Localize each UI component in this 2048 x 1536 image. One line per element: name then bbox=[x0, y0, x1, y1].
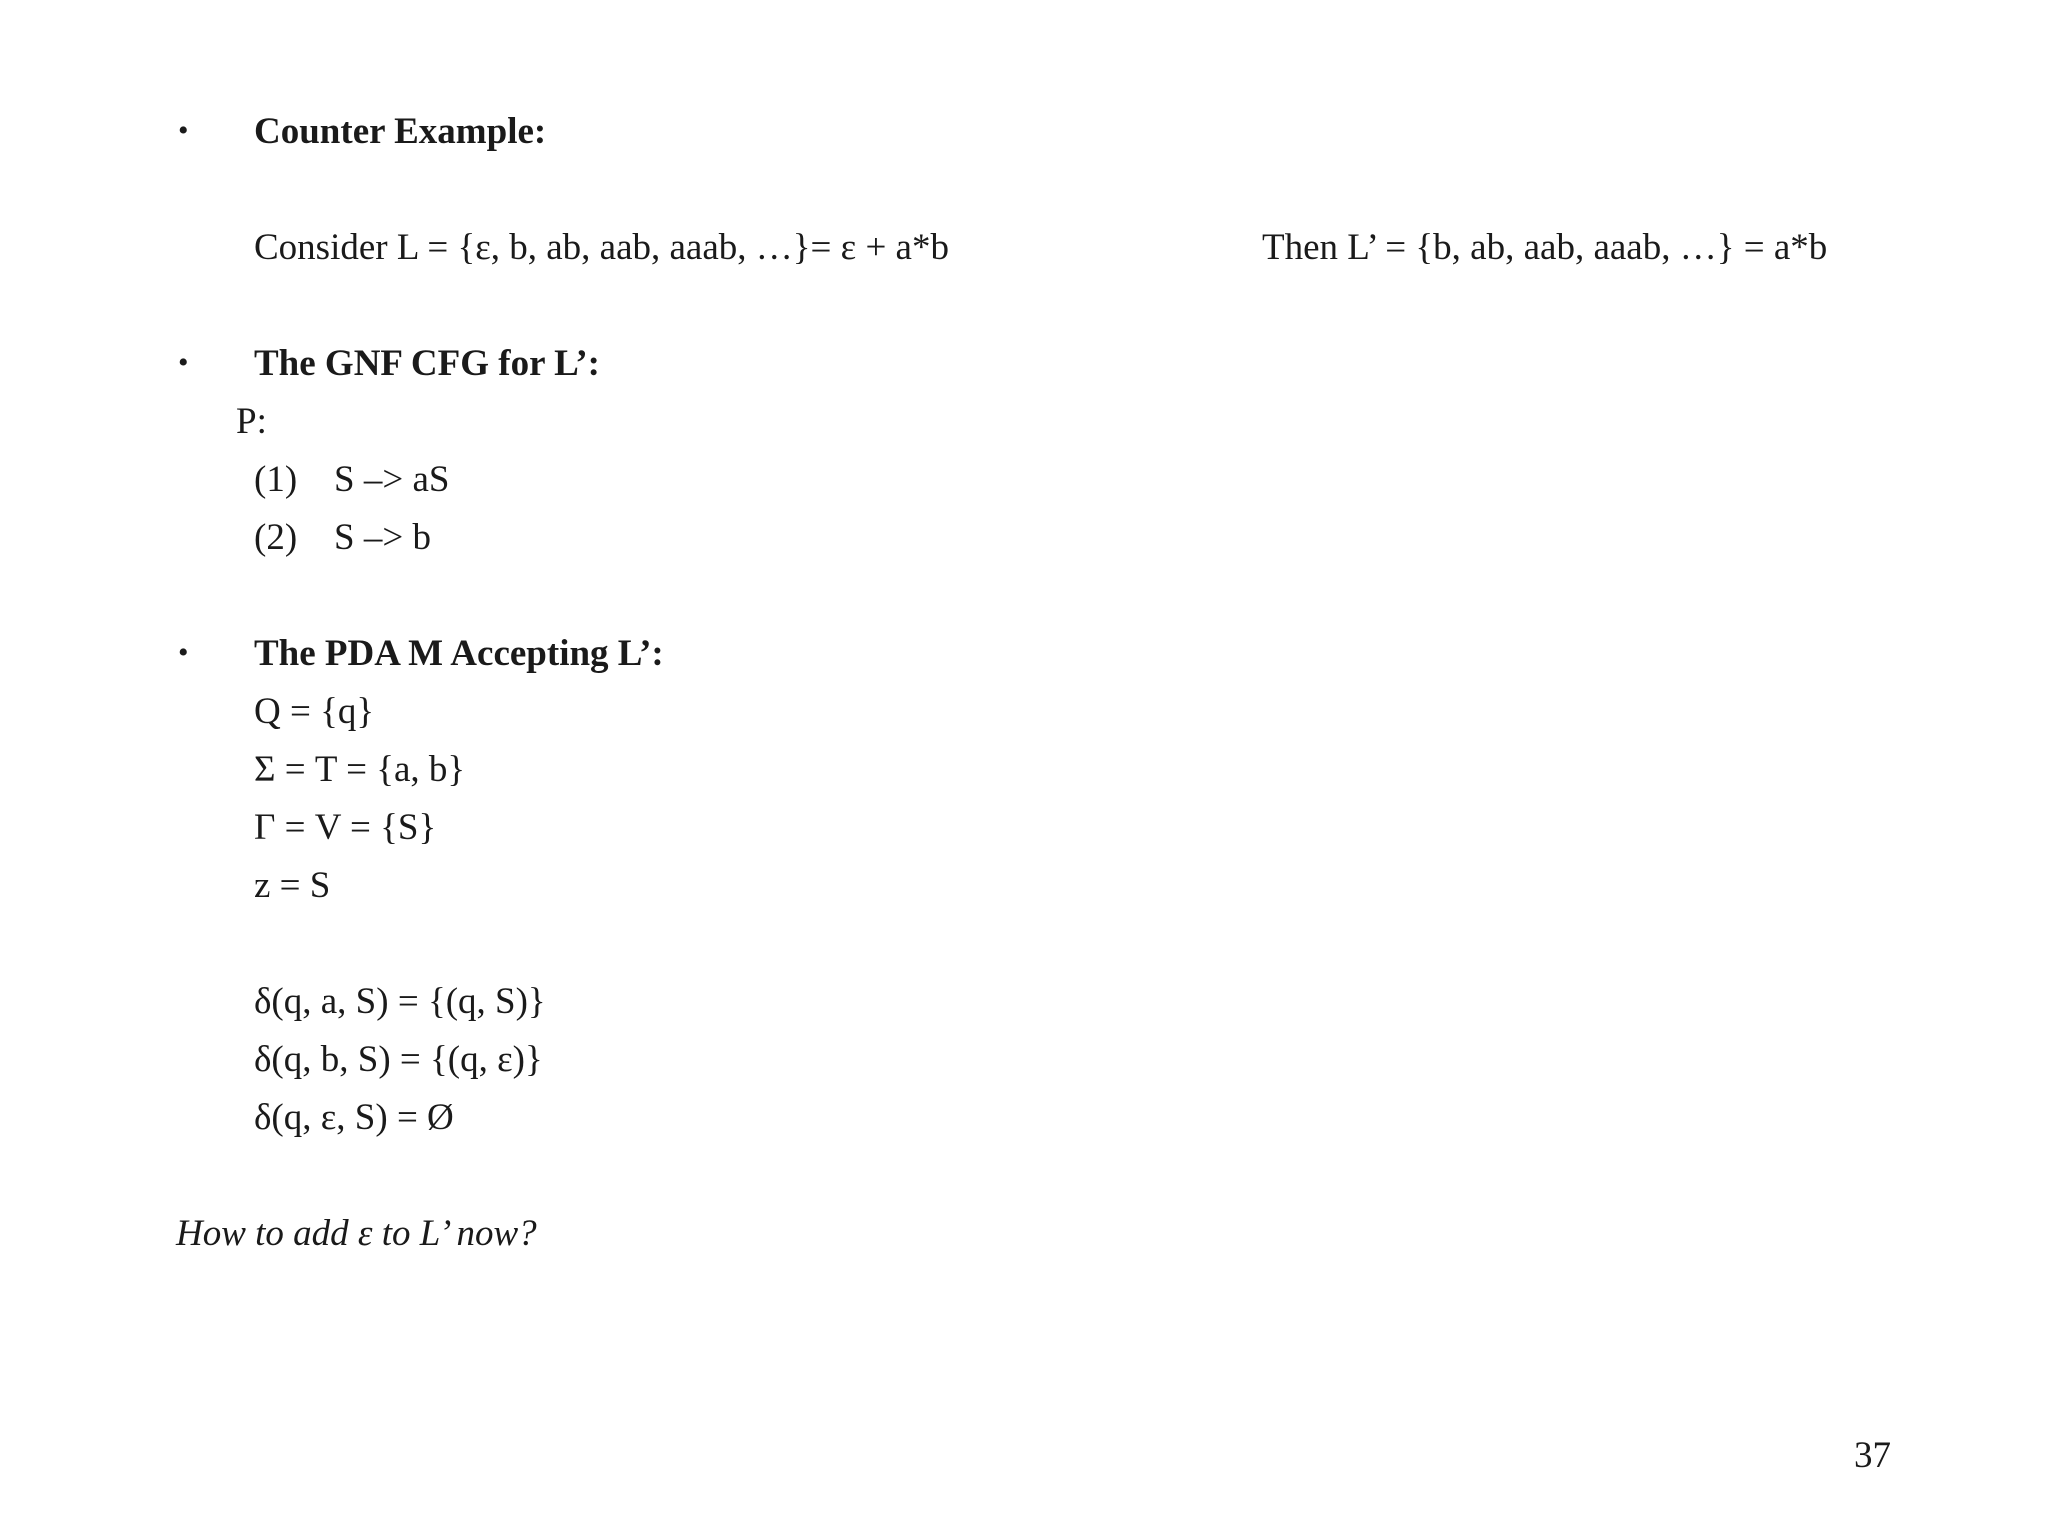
bullet-pda: • bbox=[178, 636, 189, 669]
pda-definition: z = S bbox=[254, 865, 331, 906]
heading-gnf-cfg: The GNF CFG for L’: bbox=[254, 343, 601, 384]
productions-label: P: bbox=[236, 401, 267, 442]
transition-function: δ(q, ε, S) = Ø bbox=[254, 1097, 454, 1138]
then-statement: Then L’ = {b, ab, aab, aaab, …} = a*b bbox=[1262, 227, 1828, 268]
bullet-counter-example: • bbox=[178, 114, 189, 147]
production-number: (2) bbox=[254, 517, 298, 558]
page-number: 37 bbox=[1854, 1435, 1891, 1476]
transition-function: δ(q, a, S) = {(q, S)} bbox=[254, 981, 546, 1022]
pda-definition: Γ = V = {S} bbox=[254, 807, 437, 848]
heading-pda: The PDA M Accepting L’: bbox=[254, 633, 664, 674]
pda-definition: Q = {q} bbox=[254, 691, 375, 732]
production-text: S –> aS bbox=[334, 459, 450, 500]
production-number: (1) bbox=[254, 459, 298, 500]
closing-question: How to add ε to L’ now? bbox=[176, 1213, 537, 1254]
production-text: S –> b bbox=[334, 517, 431, 558]
pda-definition: Σ = T = {a, b} bbox=[254, 749, 466, 790]
transition-function: δ(q, b, S) = {(q, ε)} bbox=[254, 1039, 543, 1080]
bullet-gnf-cfg: • bbox=[178, 346, 189, 379]
production-rule bbox=[254, 461, 449, 498]
consider-statement: Consider L = {ε, b, ab, aab, aaab, …}= ε + a*b bbox=[254, 227, 949, 268]
production-rule bbox=[254, 519, 431, 556]
heading-counter-example: Counter Example: bbox=[254, 111, 547, 152]
